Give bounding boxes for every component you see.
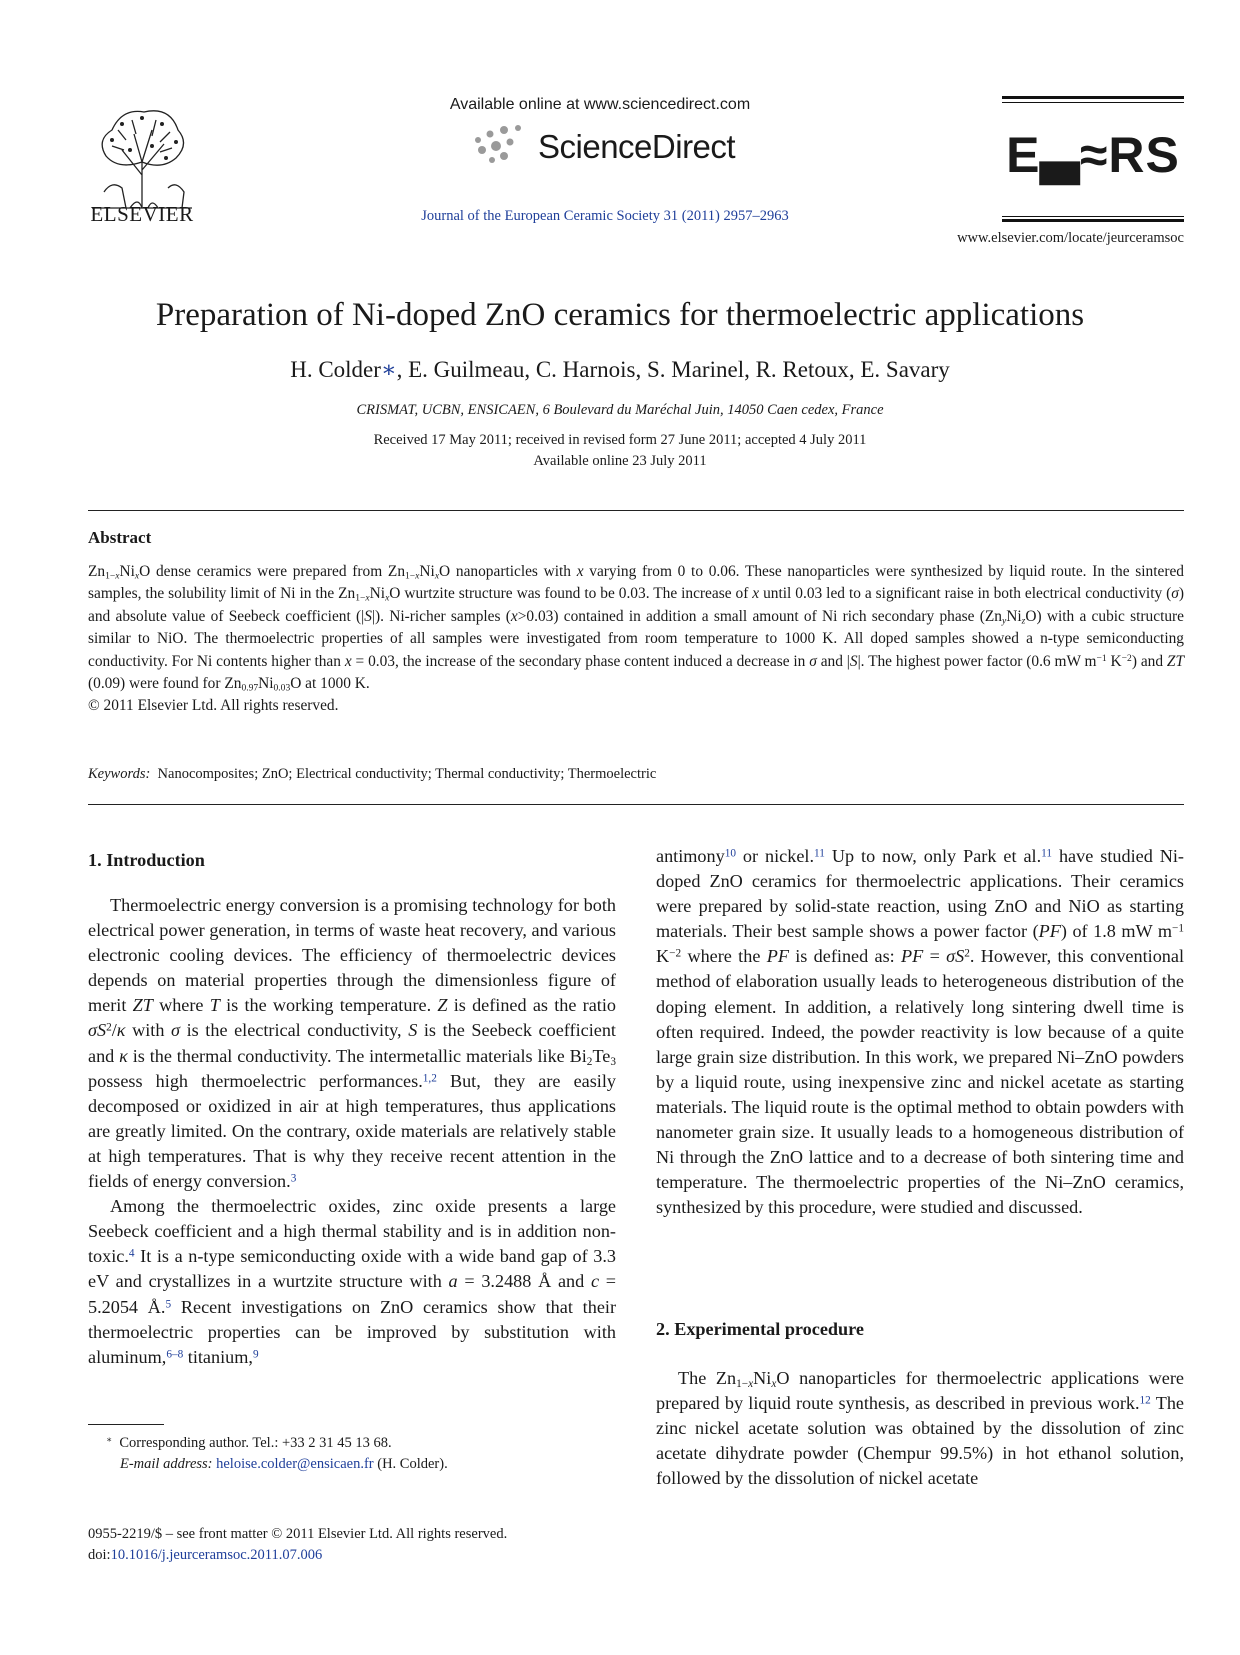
author-list [60, 357, 1180, 383]
email-link[interactable]: heloise.colder@ensicaen.fr [216, 1456, 374, 1472]
intro-paragraph-2: Among the thermoelectric oxides, zinc oxide presents a large Seebeck coefficient and a high thermal stability and is in addition non-toxic.$^4$ It is a n-type semiconducting oxide with a wide band gap of 3.3 eV and crystallizes in a wurtzite structure with a = 3.2488 Å and c = 5.2054 Å.$^5$ Recent investigations on ZnO ceramics show that their thermoelectric properties can be improved by substitution with aluminum,$^{6-8}$ titanium,$^9$ [88, 1196, 617, 1367]
journal-url[interactable]: www.elsevier.com/locate/jeurceramsoc [957, 230, 1184, 246]
available-online-date: Available online 23 July 2011 [533, 453, 707, 469]
email-label: E-mail address: [120, 1456, 213, 1472]
corresponding-author-marker[interactable]: ∗ [380, 357, 397, 382]
journal-logo-rule [1002, 219, 1184, 222]
footnote-rule [88, 1424, 164, 1425]
elsevier-wordmark: ELSEVIER [90, 202, 194, 226]
intro-paragraph-3: antimony$^{10}$ or nickel.$^{11}$ Up to now, only Park et al.$^{11}$ have studied Ni-doped ZnO ceramics for thermoelectric applications. Their ceramics were prepared by solid-state reaction, using ZnO and NiO as starting materials. Their best sample shows a power factor (PF) of 1.8 mW $m^{-1}$ $K^{-2}$ where the PF is defined as: PF = $\sigma S^2$. However, this conventional method of elaboration usually leads to heterogeneous distribution of the doping element. In addition, a relatively long sintering dwell time is often required. Indeed, the powder reactivity is low because of a quite large grain size distribution. In this work, we prepared Ni–ZnO powders by a liquid route, using inexpensive zinc and nickel acetate as starting materials. The liquid route is the optimal method to obtain powders with nanometer grain size. It usually leads to a homogeneous distribution of Ni through the ZnO lattice and to a decrease of both sintering time and temperature. The thermoelectric properties of the Ni–ZnO ceramics, synthesized by this procedure, were studied and discussed. [656, 846, 1185, 1218]
experimental-right-column [656, 1366, 1184, 1491]
abstract-body: $Zn_{1-x}Ni_xO$ dense ceramics were prepared from $Zn_{1-x}Ni_xO$ nanoparticles with x varying from 0 to 0.06. These nanoparticles were synthesized by liquid route. In the sintered samples, the solubility limit of Ni in the $Zn_{1-x}Ni_xO$ wurtzite structure was found to be 0.03. The increase of x until 0.03 led to a significant raise in both electrical conductivity (σ) and absolute value of Seebeck coefficient (|S|). Ni-richer samples (x>0.03) contained in addition a small amount of Ni rich secondary phase $(Zn_yNi_zO)$ with a cubic structure similar to NiO. The thermoelectric properties of all samples were investigated from room temperature to 1000 K. All doped samples showed a n-type semiconducting conductivity. For Ni contents higher than x = 0.03, the increase of the secondary phase content induced a decrease in σ and |S|. The highest power factor (0.6 mW $m^{-1}$ $K^{-2}$) and ZT (0.09) were found for $Zn_{0.97}Ni_{0.03}O$ at 1000 K. © 2011 Elsevier Ltd. All rights reserved. [88, 563, 1185, 715]
journal-logo-rule [1002, 216, 1184, 217]
affiliation: CRISMAT, UCBN, ENSICAEN, 6 Boulevard du Maréchal Juin, 14050 Caen cedex, France [356, 402, 884, 418]
journal-reference-link[interactable]: Journal of the European Ceramic Society 31 (2011) 2957–2963 [421, 208, 789, 224]
journal-logo-rule [1002, 96, 1184, 99]
doi-label: doi: [88, 1547, 111, 1563]
section-heading-introduction: 1. Introduction [88, 850, 205, 870]
corresponding-author-footnote [88, 1433, 448, 1475]
sciencedirect-wordmark: ScienceDirect [538, 128, 736, 165]
keywords-label: Keywords: [88, 766, 151, 782]
abstract-copyright: © 2011 Elsevier Ltd. All rights reserved. [88, 697, 339, 715]
introduction-right-column [656, 844, 1184, 1220]
other-authors: , E. Guilmeau, C. Harnois, S. Marinel, R. Retoux, E. Savary [396, 357, 950, 382]
available-online-line: Available online at www.sciencedirect.com [449, 96, 751, 113]
abstract-top-rule [88, 510, 1184, 511]
doi-line [88, 1545, 507, 1566]
front-matter-block [88, 1524, 507, 1566]
keywords-list: Nanocomposites; ZnO; Electrical conductivity; Thermal conductivity; Thermoelectric [157, 766, 657, 782]
lead-author: H. Colder [290, 357, 381, 382]
front-matter-line: 0955-2219/$ – see front matter © 2011 Elsevier Ltd. All rights reserved. [88, 1526, 508, 1542]
abstract-bottom-rule [88, 804, 1184, 805]
received-dates: Received 17 May 2011; received in revised form 27 June 2011; accepted 4 July 2011 [373, 432, 867, 448]
corresponding-author-phone: Corresponding author. Tel.: +33 2 31 45 13 68. [119, 1435, 392, 1451]
introduction-left-column [88, 893, 616, 1370]
section-heading-experimental: 2. Experimental procedure [656, 1319, 864, 1339]
email-suffix: (H. Colder). [377, 1456, 448, 1472]
journal-logo-ecers: E▃≈RS [1006, 127, 1180, 183]
corresponding-author-line: ∗ Corresponding author. Tel.: +33 2 31 45 13 68. [106, 1434, 392, 1451]
email-line [88, 1454, 448, 1475]
abstract-heading: Abstract [88, 528, 152, 547]
intro-paragraph-1: Thermoelectric energy conversion is a promising technology for both electrical power generation, in terms of waste heat recovery, and various electronic cooling devices. The efficiency of thermoelectric devices depends on material properties through the dimensionless figure of merit ZT where T is the working temperature. Z is defined as the ratio $\sigma S^2/\kappa$ with σ is the electrical conductivity, S is the Seebeck coefficient and κ is the thermal conductivity. The intermetallic materials like $Bi_2Te_3$ possess high thermoelectric performances.$^{1,2}$ But, they are easily decomposed or oxidized in air at high temperatures, thus applications are greatly limited. On the contrary, oxide materials are relatively stable at high temperatures. That is why they receive recent attention in the fields of energy conversion.$^3$ [88, 895, 616, 1192]
journal-logo-rule [1002, 102, 1184, 103]
article-title: Preparation of Ni-doped ZnO ceramics for thermoelectric applications [155, 297, 1085, 333]
keywords-line [88, 766, 1184, 783]
article-history [60, 430, 1180, 472]
experimental-paragraph-1: The $Zn_{1-x}Ni_xO$ nanoparticles for thermoelectric applications were prepared by liquid route synthesis, as described in previous work.$^{12}$ The zinc nickel acetate solution was obtained by the dissolution of zinc acetate dihydrate powder (Chempur 99.5%) in hot ethanol solution, followed by the dissolution of nickel acetate [656, 1368, 1184, 1489]
doi-link[interactable]: 10.1016/j.jeurceramsoc.2011.07.006 [110, 1547, 323, 1563]
